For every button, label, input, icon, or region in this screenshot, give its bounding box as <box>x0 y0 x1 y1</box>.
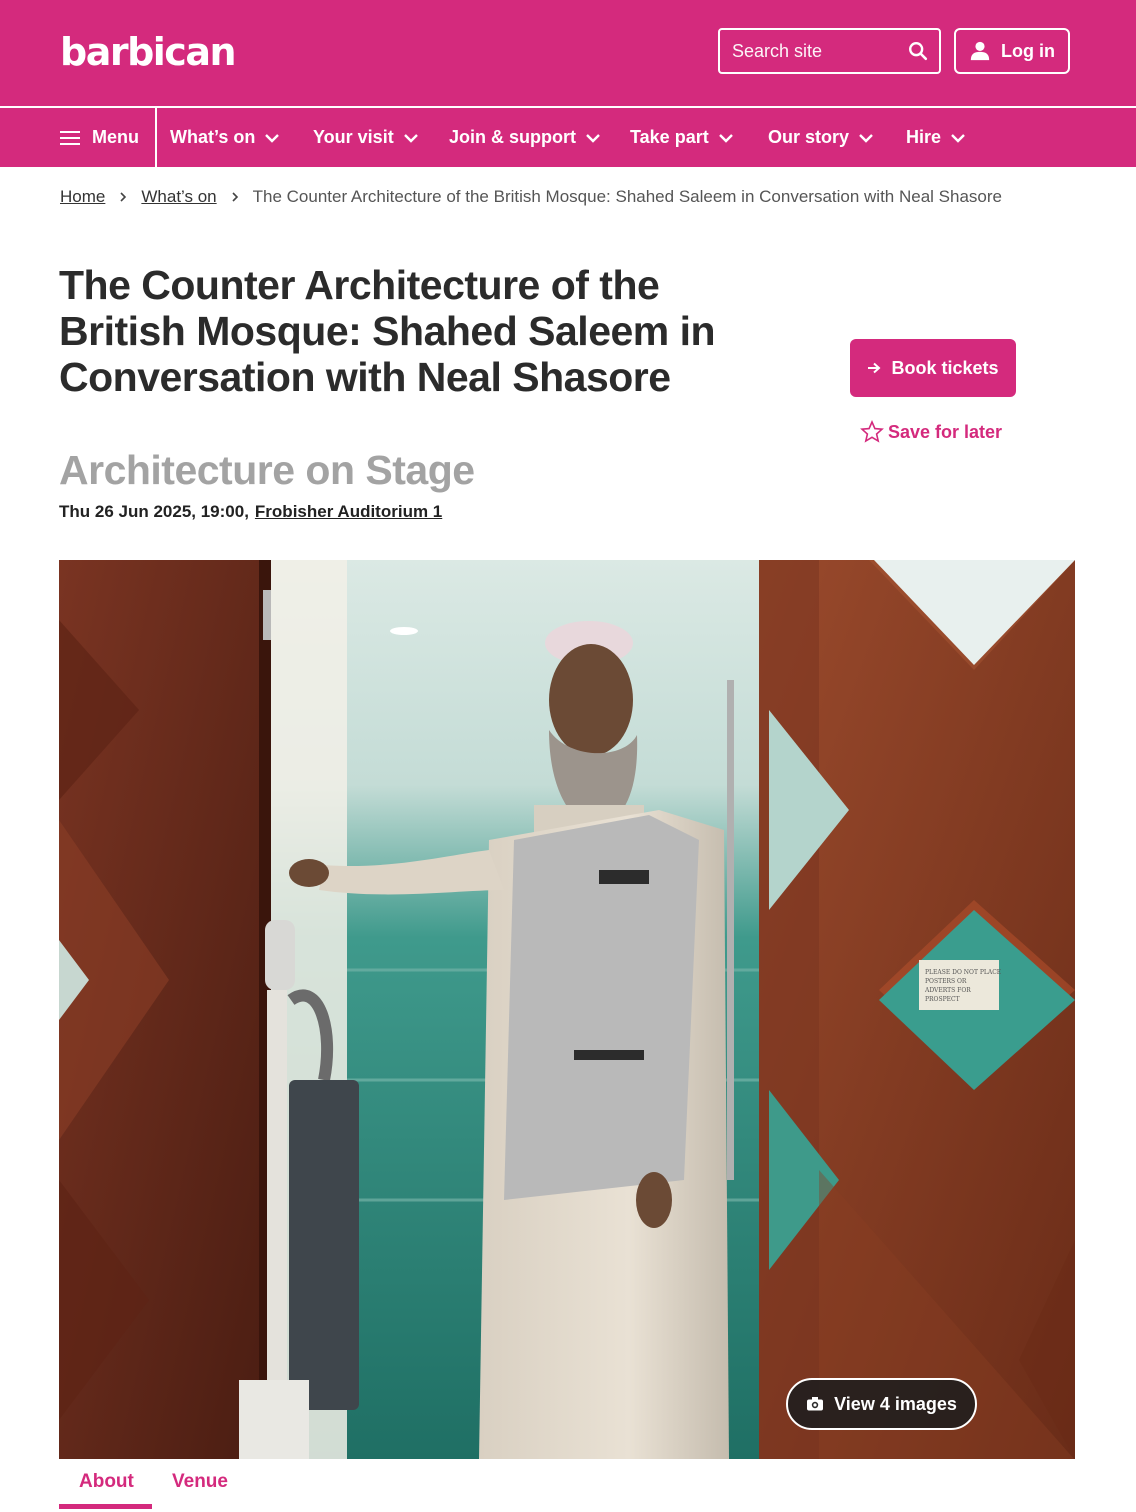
chevron-down-icon <box>717 129 735 147</box>
nav-item-take-part[interactable] <box>630 108 735 167</box>
chevron-down-icon <box>584 129 602 147</box>
breadcrumb-link-whats-on[interactable]: What’s on <box>141 187 217 206</box>
hero-photo <box>59 560 1075 1459</box>
wall-sign-line-3: ADVERTS FOR <box>925 987 971 994</box>
hamburger-icon <box>60 130 80 146</box>
nav-item-label: Take part <box>630 127 709 147</box>
tab-about[interactable]: About <box>79 1471 134 1492</box>
save-for-later-label: Save for later <box>888 421 1003 442</box>
chevron-down-icon <box>857 129 875 147</box>
chevron-right-icon <box>229 191 241 203</box>
hero-image[interactable] <box>59 560 1075 1459</box>
nav-item-label: Your visit <box>313 127 394 147</box>
chevron-right-icon <box>117 191 129 203</box>
breadcrumb-link-home[interactable]: Home <box>60 187 106 206</box>
nav-item-label: Our story <box>768 127 850 147</box>
event-datetime: Thu 26 Jun 2025, 19:00, <box>59 502 249 521</box>
wall-sign-line-2: POSTERS OR <box>925 978 967 985</box>
arrow-right-icon <box>867 361 881 375</box>
view-images-label: View 4 images <box>834 1393 957 1414</box>
nav-item-label: What’s on <box>170 127 256 147</box>
search-input[interactable] <box>718 28 941 74</box>
nav-item-label: Join & support <box>449 127 576 147</box>
wall-sign-line-1: PLEASE DO NOT PLACE <box>925 969 1002 976</box>
event-meta <box>59 502 442 522</box>
event-tabs <box>59 1459 1136 1512</box>
login-label: Log in <box>1001 40 1055 61</box>
nav-item-our-story[interactable] <box>768 108 875 167</box>
event-series: Architecture on Stage <box>59 447 475 493</box>
search-icon[interactable] <box>907 40 929 62</box>
chevron-down-icon <box>402 129 420 147</box>
main-nav <box>0 108 1136 167</box>
chevron-down-icon <box>263 129 281 147</box>
book-tickets-label: Book tickets <box>891 357 999 378</box>
book-tickets-button[interactable] <box>850 339 1016 397</box>
tab-venue[interactable]: Venue <box>172 1471 228 1492</box>
nav-item-label: Hire <box>906 127 942 147</box>
breadcrumb <box>60 184 1002 210</box>
nav-item-whats-on[interactable] <box>170 108 281 167</box>
active-tab-indicator <box>59 1504 152 1509</box>
star-icon <box>860 420 884 444</box>
wall-sign-line-4: PROSPECT <box>925 996 960 1003</box>
login-button[interactable] <box>954 28 1070 74</box>
site-header <box>0 0 1136 106</box>
menu-button[interactable] <box>60 108 139 167</box>
nav-item-your-visit[interactable] <box>313 108 420 167</box>
menu-divider <box>155 108 157 167</box>
camera-icon <box>806 1396 824 1412</box>
barbican-logo[interactable]: barbican <box>60 30 236 74</box>
breadcrumb-current: The Counter Architecture of the British Mosque: Shahed Saleem in Conversation with Neal Shasore <box>252 187 1002 206</box>
menu-label: Menu <box>92 127 139 147</box>
event-venue-link[interactable]: Frobisher Auditorium 1 <box>254 502 443 521</box>
nav-item-hire[interactable] <box>906 108 967 167</box>
search-placeholder: Search site <box>732 40 823 61</box>
event-title: The Counter Architecture of the British Mosque: Shahed Saleem in Conversation with Neal Shasore <box>59 262 716 400</box>
save-for-later-button[interactable] <box>860 418 1002 446</box>
user-icon <box>969 40 991 62</box>
view-images-button[interactable] <box>786 1378 977 1430</box>
nav-item-join-support[interactable] <box>449 108 602 167</box>
chevron-down-icon <box>949 129 967 147</box>
